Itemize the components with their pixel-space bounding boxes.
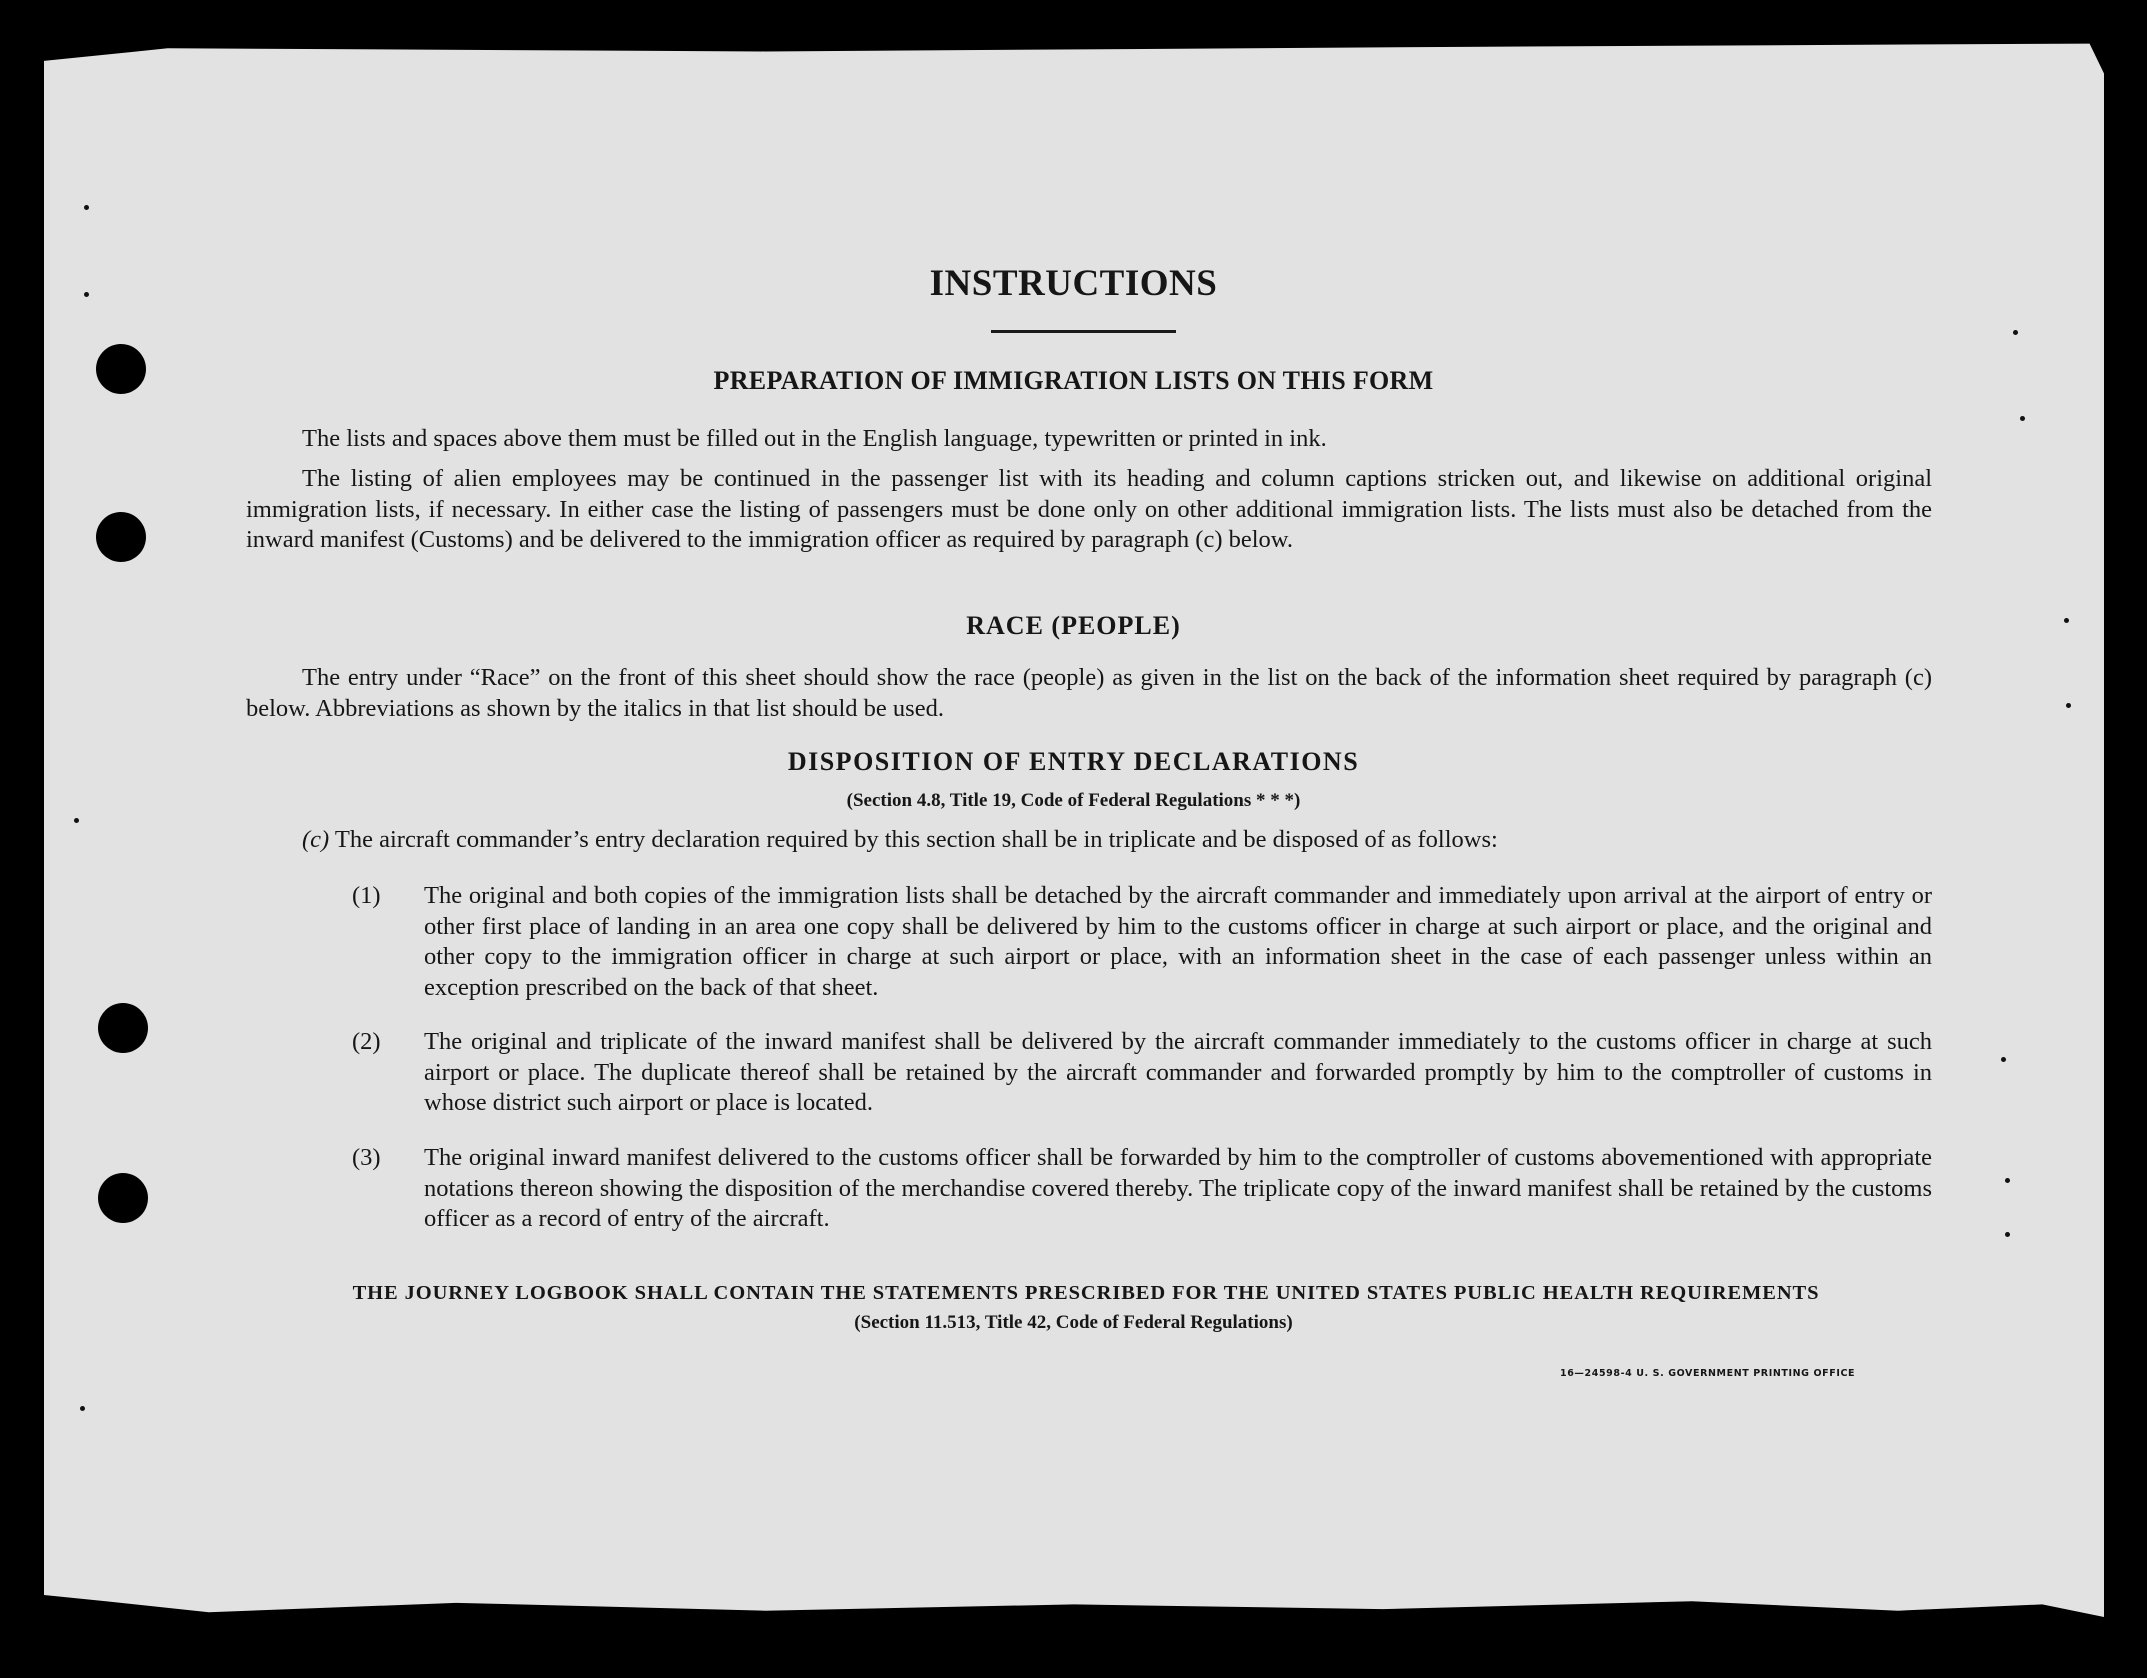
paragraph-c-text: The aircraft commander’s entry declaration required by this section shall be in triplicate and be disposed of as follows: [334, 826, 1498, 853]
title-rule [991, 330, 1176, 333]
speck [2020, 416, 2025, 421]
list-item [352, 1027, 1932, 1119]
disposition-heading: DISPOSITION OF ENTRY DECLARATIONS [787, 747, 1360, 776]
punch-hole [98, 1003, 148, 1053]
paragraph-c [302, 825, 1932, 856]
speck [2001, 1057, 2006, 1062]
logbook-citation: (Section 11.513, Title 42, Code of Federal Regulations) [854, 1312, 1293, 1333]
speck [2013, 330, 2018, 335]
race-paragraph: The entry under “Race” on the front of this sheet should show the race (people) as given in the list on the back of the information sheet required by paragraph (c) below. Abbreviations as shown by the italics in that list should be used. [246, 664, 1932, 722]
printer-imprint: 16—24598-4 U. S. GOVERNMENT PRINTING OFFICE [1560, 1368, 1856, 1379]
item-text: The original and triplicate of the inward manifest shall be delivered by the aircraft commander immediately to the customs officer in charge at such airport or place. The duplicate thereof shall be retained by the aircraft commander and forwarded promptly by him to the comptroller of customs in whose district such airport or place is located. [424, 1028, 1932, 1116]
item-text: The original and both copies of the immigration lists shall be detached by the aircraft commander and immediately upon arrival at the airport of entry or other first place of landing in an area one copy shall be delivered by him to the customs officer in charge at such airport or place, and the original and other copy to the immigration officer in charge at such airport or place, with an information sheet in the case of each passenger unless within an exception prescribed on the back of that sheet. [424, 882, 1932, 1001]
punch-hole [98, 1173, 148, 1223]
speck [2005, 1232, 2010, 1237]
race-heading: RACE (PEOPLE) [966, 611, 1181, 640]
item-text: The original inward manifest delivered to the customs officer shall be forwarded by him to the comptroller of customs abovementioned with appropriate notations thereon showing the disposition of the merchandise covered thereby. The triplicate copy of the inward manifest shall be retained by the customs officer as a record of entry of the aircraft. [424, 1144, 1932, 1232]
preparation-paragraph-2: The listing of alien employees may be continued in the passenger list with its heading and column captions stricken out, and likewise on additional original immigration lists, if necessary. In either case the listing of passengers must be done only on other additional immigration lists. The lists must also be detached from the inward manifest (Customs) and be delivered to the immigration officer as required by paragraph (c) below. [246, 465, 1932, 553]
speck [74, 818, 79, 823]
list-item [352, 881, 1932, 1003]
logbook-statement: THE JOURNEY LOGBOOK SHALL CONTAIN THE STATEMENTS PRESCRIBED FOR THE UNITED STATES PUBLIC HEALTH REQUIREMENTS [352, 1282, 1820, 1304]
speck [84, 205, 89, 210]
preparation-paragraph-1: The lists and spaces above them must be filled out in the English language, typewritten or printed in ink. [302, 425, 1327, 452]
paragraph-c-label: (c) [302, 826, 330, 853]
speck [80, 1406, 85, 1411]
list-item [352, 1143, 1932, 1235]
disposition-citation: (Section 4.8, Title 19, Code of Federal Regulations * * *) [846, 790, 1301, 811]
item-number: (2) [352, 1028, 381, 1055]
speck [2005, 1178, 2010, 1183]
preparation-heading: PREPARATION OF IMMIGRATION LISTS ON THIS FORM [713, 366, 1434, 395]
page-title: INSTRUCTIONS [929, 263, 1218, 304]
item-number: (1) [352, 882, 381, 909]
item-number: (3) [352, 1144, 381, 1171]
punch-hole [96, 512, 146, 562]
speck [2066, 703, 2071, 708]
